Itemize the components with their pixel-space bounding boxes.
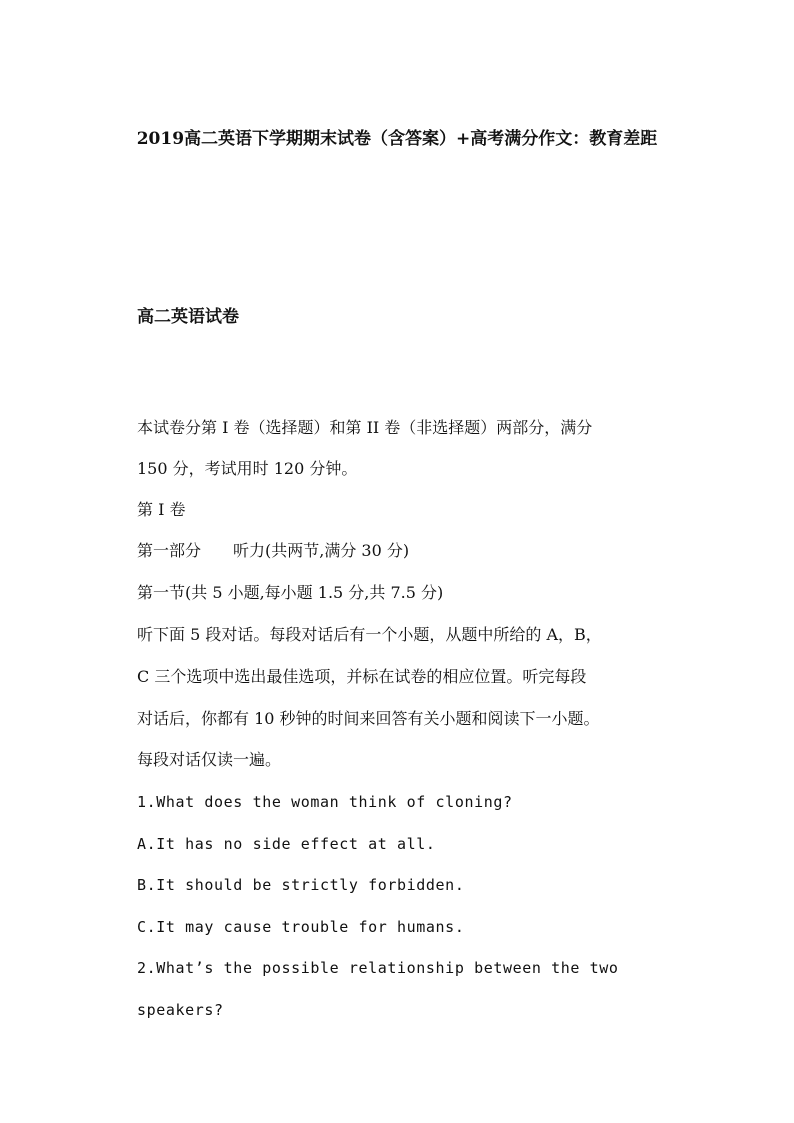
question-1-option-b: B.It should be strictly forbidden.: [137, 876, 465, 894]
question-1-stem: 1.What does the woman think of cloning?: [137, 793, 513, 811]
instructions-line-2: C 三个选项中选出最佳选项，并标在试卷的相应位置。听完每段: [137, 667, 587, 686]
instructions-line-4: 每段对话仅读一遍。: [137, 750, 282, 769]
instructions-line-3: 对话后，你都有 10 秒钟的时间来回答有关小题和阅读下一小题。: [137, 709, 600, 728]
part-one-heading: 第一部分 听力(共两节,满分 30 分): [137, 541, 410, 560]
question-1-option-a: A.It has no side effect at all.: [137, 835, 436, 853]
question-2-stem-line-2: speakers?: [137, 1001, 224, 1019]
intro-line-2: 150 分，考试用时 120 分钟。: [137, 459, 358, 478]
question-2-stem-line-1: 2.What’s the possible relationship between the two: [137, 959, 619, 977]
section-title: 高二英语试卷: [137, 307, 239, 327]
document-title: 2019高二英语下学期期末试卷（含答案）+高考满分作文：教育差距: [136, 129, 658, 149]
volume-heading: 第 I 卷: [137, 500, 186, 519]
instructions-line-1: 听下面 5 段对话。每段对话后有一个小题，从题中所给的 A，B，: [137, 625, 602, 644]
question-1-option-c: C.It may cause trouble for humans.: [137, 918, 465, 936]
intro-line-1: 本试卷分第 I 卷（选择题）和第 II 卷（非选择题）两部分，满分: [137, 418, 593, 437]
section-one-heading: 第一节(共 5 小题,每小题 1.5 分,共 7.5 分): [137, 583, 444, 602]
